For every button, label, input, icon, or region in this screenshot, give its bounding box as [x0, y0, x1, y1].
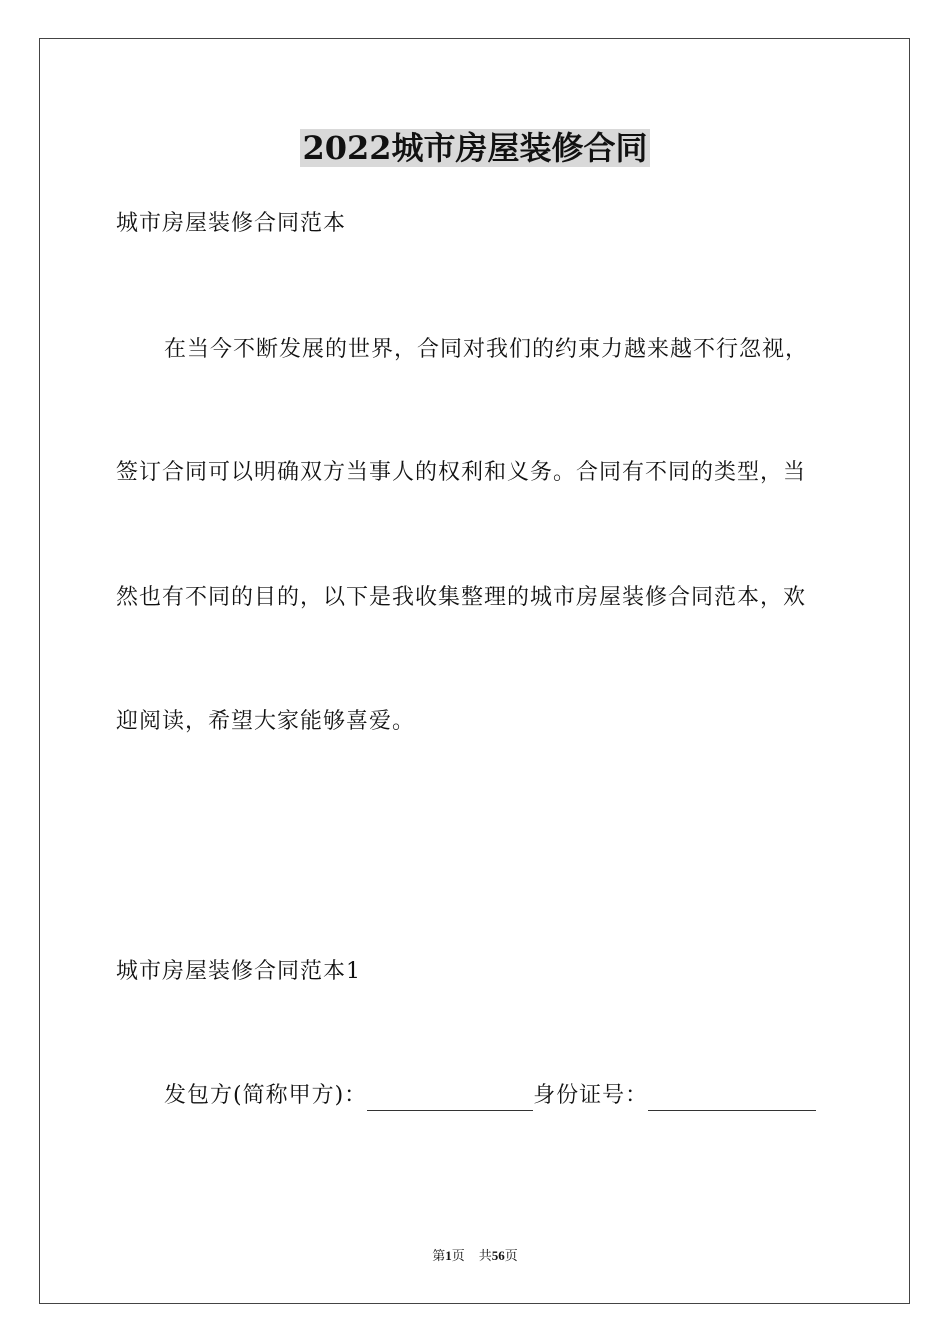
id-number-blank [648, 1086, 816, 1111]
intro-line-4: 迎阅读，希望大家能够喜爱。 [116, 709, 416, 734]
party-a-blank [367, 1086, 533, 1111]
page-number: 1 [445, 1248, 452, 1263]
intro-line-2: 签订合同可以明确双方当事人的权利和义务。合同有不同的类型，当 [116, 460, 807, 485]
page-footer [0, 1247, 950, 1265]
intro-line-3: 然也有不同的目的，以下是我收集整理的城市房屋装修合同范本，欢 [116, 585, 807, 610]
id-number-label: 身份证号： [533, 1083, 649, 1108]
document-subtitle: 城市房屋装修合同范本 [116, 211, 347, 236]
document-title [0, 126, 950, 170]
total-pages: 56 [491, 1248, 505, 1263]
total-suffix: 页 [504, 1248, 518, 1263]
document-title-text: 2022城市房屋装修合同 [302, 129, 648, 167]
page-prefix: 第 [432, 1248, 446, 1263]
party-a-row [164, 1081, 816, 1111]
intro-line-1: 在当今不断发展的世界，合同对我们的约束力越来越不行忽视， [164, 337, 809, 362]
total-prefix: 共 [478, 1248, 492, 1263]
section-heading: 城市房屋装修合同范本1 [116, 959, 361, 984]
page-suffix: 页 [451, 1248, 465, 1263]
party-a-label: 发包方(简称甲方)： [164, 1083, 368, 1108]
